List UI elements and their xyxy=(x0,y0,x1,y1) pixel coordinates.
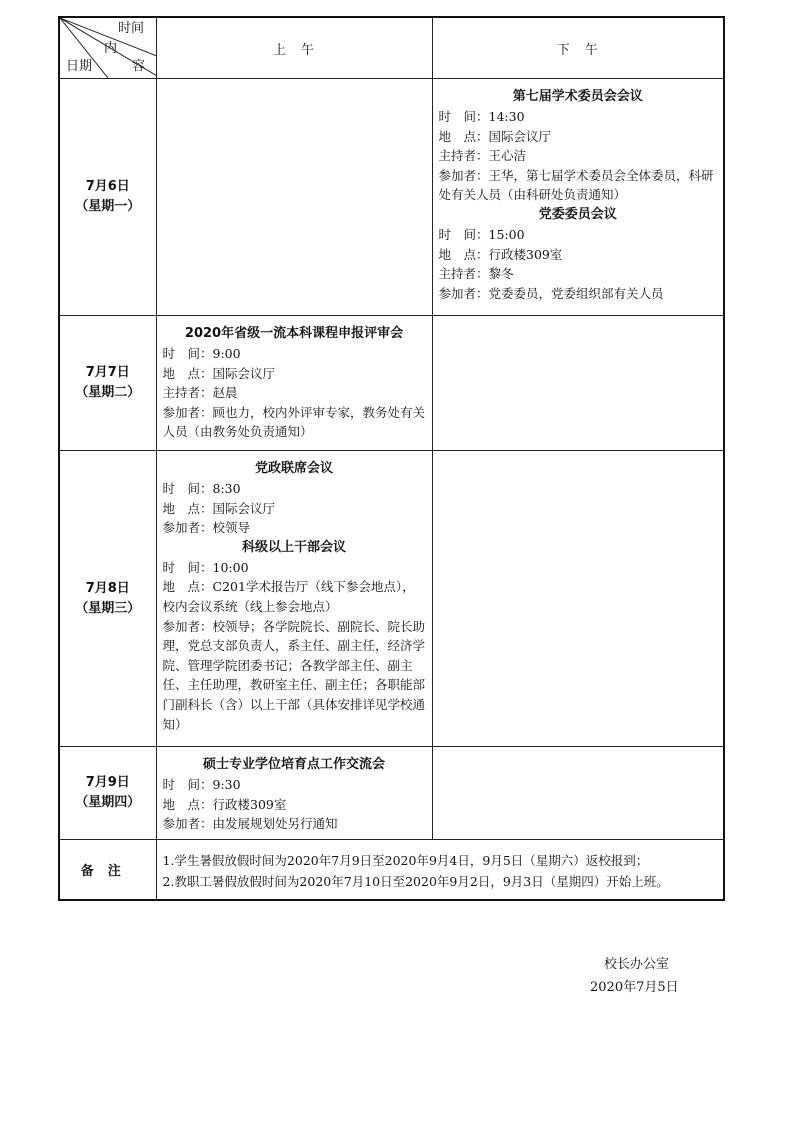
header-pm: 下 午 xyxy=(432,17,724,79)
meeting-time: 时 间：8:30 xyxy=(162,481,241,496)
diag-content-top-label: 内 xyxy=(104,41,118,56)
am-cell xyxy=(156,316,432,451)
meeting-title: 第七届学术委员会会议 xyxy=(512,89,643,104)
header-am: 上 午 xyxy=(156,17,432,79)
meeting-time: 时 间：9:00 xyxy=(162,346,241,361)
weekday-text: （星期二） xyxy=(75,385,141,400)
meeting-attendees: 参加者：由发展规划处另行通知 xyxy=(162,816,338,832)
meeting-host: 主持者：黎冬 xyxy=(438,266,514,282)
meeting-attendees: 参加者：校领导；各学院院长、副院长、院长助理，党总支部负责人，系主任、副主任，经济学院、管理学院团委书记；各教学部主任、副主任、主任助理，教研室主任、副主任；各职能部门副科长（含）以上干部（具体安排详见学校通知） xyxy=(162,618,426,732)
meeting-place: 地 点：C201学术报告厅（线下参会地点），校内会议系统（线上参会地点） xyxy=(162,579,415,614)
meeting-place: 地 点：行政楼309室 xyxy=(438,246,563,262)
date-text: 7月9日 xyxy=(85,775,130,790)
remark-line: 2.教职工暑假放假时间为2020年7月10日至2020年9月2日，9月3日（星期四）开始上班。 xyxy=(162,874,669,889)
meeting-time: 时 间：9:30 xyxy=(162,777,241,792)
meeting-host: 主持者：王心洁 xyxy=(438,148,527,164)
am-cell xyxy=(156,451,432,747)
meeting-host: 主持者：赵晨 xyxy=(162,385,238,401)
meeting-place: 地 点：国际会议厅 xyxy=(438,128,552,144)
diag-time-label: 时间 xyxy=(118,21,145,36)
am-cell xyxy=(156,747,432,840)
date-text: 7月8日 xyxy=(85,580,130,596)
meeting-place: 地 点：国际会议厅 xyxy=(162,365,276,381)
pm-cell-empty xyxy=(432,747,724,840)
pm-cell xyxy=(432,79,724,316)
footer-date: 2020年7月5日 xyxy=(590,980,679,995)
meeting-time: 时 间：14:30 xyxy=(438,109,525,124)
weekday-text: （星期四） xyxy=(75,795,141,810)
meeting-attendees: 参加者：王华，第七届学术委员会全体委员，科研处有关人员（由科研处负责通知） xyxy=(438,167,714,203)
meeting-attendees: 参加者：顾也力，校内外评审专家，教务处有关人员（由教务处负责通知） xyxy=(162,404,426,440)
weekday-text: （星期一） xyxy=(75,199,141,214)
remarks-row xyxy=(59,840,724,900)
header-row xyxy=(59,17,724,79)
footer-office: 校长办公室 xyxy=(604,957,670,972)
meeting-title: 硕士专业学位培育点工作交流会 xyxy=(202,757,385,772)
schedule-row xyxy=(59,451,724,747)
pm-cell-empty xyxy=(432,451,724,747)
diag-content-bottom-label: 容 xyxy=(132,59,146,74)
remarks-label: 备注 xyxy=(59,840,156,900)
date-text: 7月7日 xyxy=(85,365,130,380)
remarks-cell xyxy=(156,840,724,900)
meeting-time: 时 间：15:00 xyxy=(438,226,525,242)
schedule-row xyxy=(59,316,724,451)
date-cell xyxy=(59,316,156,451)
schedule-row xyxy=(59,747,724,840)
date-cell xyxy=(59,79,156,316)
diagonal-header-cell xyxy=(59,17,156,79)
meeting-title: 党委委员会议 xyxy=(538,206,617,222)
pm-cell-empty xyxy=(432,316,724,451)
meeting-time: 时 间：10:00 xyxy=(162,559,249,575)
weekday-text: （星期三） xyxy=(75,600,141,616)
date-cell xyxy=(59,451,156,747)
schedule-row xyxy=(59,79,724,316)
meeting-title: 科级以上干部会议 xyxy=(241,539,346,555)
meeting-place: 地 点：行政楼309室 xyxy=(162,796,287,812)
meeting-attendees: 参加者：党委委员，党委组织部有关人员 xyxy=(438,285,664,301)
meeting-place: 地 点：国际会议厅 xyxy=(162,500,276,516)
meeting-attendees: 参加者：校领导 xyxy=(162,520,251,536)
date-cell xyxy=(59,747,156,840)
diag-date-label: 日期 xyxy=(66,59,93,74)
meeting-title: 党政联席会议 xyxy=(254,461,333,476)
am-cell-empty xyxy=(156,79,432,316)
date-text: 7月6日 xyxy=(85,179,130,194)
meeting-title: 2020年省级一流本科课程申报评审会 xyxy=(184,326,404,341)
schedule-table xyxy=(58,16,725,901)
remark-line: 1.学生暑假放假时间为2020年7月9日至2020年9月4日，9月5日（星期六）返校报到； xyxy=(162,853,649,868)
